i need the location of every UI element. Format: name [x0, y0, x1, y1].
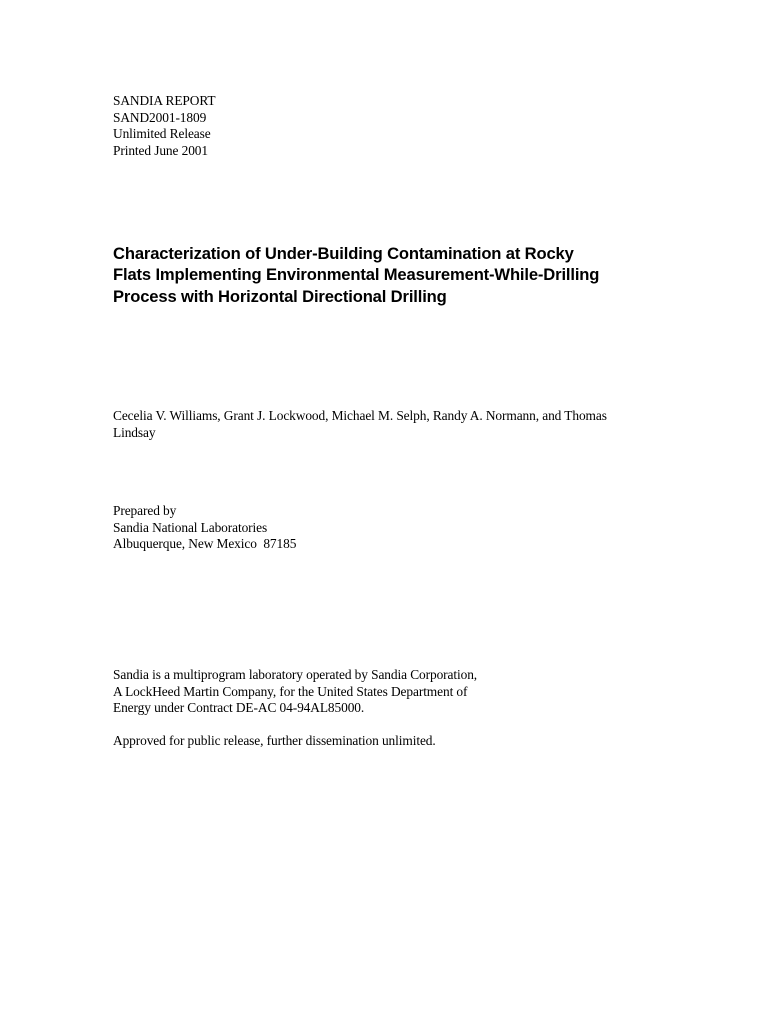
sponsor-note — [113, 667, 673, 717]
report-type: SANDIA REPORT — [113, 93, 216, 108]
sponsor-line: Sandia is a multiprogram laboratory operated by Sandia Corporation, — [113, 667, 478, 682]
document-title — [113, 243, 713, 307]
report-header — [113, 93, 673, 159]
approval-text: Approved for public release, further dissemination unlimited. — [113, 733, 436, 748]
authors-line: Cecelia V. Williams, Grant J. Lockwood, Michael M. Selph, Randy A. Normann, and Thomas — [113, 408, 607, 423]
prepared-by-block — [113, 503, 673, 553]
organization-name: Sandia National Laboratories — [113, 519, 268, 535]
title-line: Process with Horizontal Directional Drilling — [113, 286, 447, 306]
organization-address: Albuquerque, New Mexico 87185 — [113, 536, 297, 552]
title-line: Flats Implementing Environmental Measurement-While-Drilling — [113, 265, 600, 285]
report-number: SAND2001-1809 — [113, 109, 207, 125]
sponsor-line: Energy under Contract DE-AC 04-94AL85000. — [113, 700, 365, 716]
authors-line: Lindsay — [113, 424, 156, 440]
prepared-by-label: Prepared by — [113, 503, 177, 518]
sponsor-line: A LockHeed Martin Company, for the United States Department of — [113, 683, 468, 699]
print-date: Printed June 2001 — [113, 142, 209, 158]
release-status: Unlimited Release — [113, 126, 211, 142]
title-line: Characterization of Under-Building Contamination at Rocky — [113, 244, 574, 263]
release-approval-statement — [113, 733, 673, 750]
author-list — [113, 408, 653, 441]
